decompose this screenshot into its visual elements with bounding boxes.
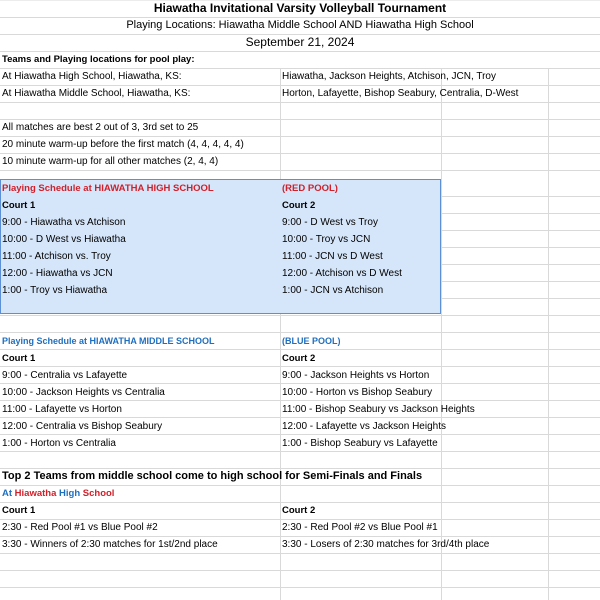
rule-line: 20 minute warm-up before the first match (4, 4, 4, 4, 4) (2, 139, 244, 150)
finals-court1-match: 2:30 - Red Pool #1 vs Blue Pool #2 (2, 522, 158, 533)
finals-school-word: High (59, 488, 81, 499)
red-pool-label: (RED POOL) (282, 183, 338, 194)
blue-court1-match: 1:00 - Horton vs Centralia (2, 438, 116, 449)
finals-court1-match: 3:30 - Winners of 2:30 matches for 1st/2nd place (2, 539, 218, 550)
blue-court1-match: 11:00 - Lafayette vs Horton (2, 404, 122, 415)
tournament-date: September 21, 2024 (245, 35, 355, 49)
finals-court2-header: Court 2 (282, 505, 316, 516)
hs-teams: Hiawatha, Jackson Heights, Atchison, JCN, Troy (282, 71, 496, 82)
blue-pool-heading: Playing Schedule at HIAWATHA MIDDLE SCHOOL (2, 336, 215, 346)
finals-court2-match: 3:30 - Losers of 2:30 matches for 3rd/4th place (282, 539, 490, 550)
red-court2-match: 11:00 - JCN vs D West (282, 251, 383, 262)
hs-location-label: At Hiawatha High School, Hiawatha, KS: (2, 71, 182, 82)
finals-location (2, 485, 114, 502)
finals-at: At (2, 488, 13, 499)
blue-court2-match: 12:00 - Lafayette vs Jackson Heights (282, 421, 446, 432)
red-court1-header: Court 1 (2, 200, 36, 211)
tournament-title: Hiawatha Invitational Varsity Volleyball Tournament (153, 1, 447, 15)
red-court1-match: 9:00 - Hiawatha vs Atchison (2, 217, 126, 228)
red-court1-match: 12:00 - Hiawatha vs JCN (2, 268, 113, 279)
finals-court1-header: Court 1 (2, 505, 36, 516)
red-court1-match: 11:00 - Atchison vs. Troy (2, 251, 111, 262)
blue-court1-match: 9:00 - Centralia vs Lafayette (2, 370, 128, 381)
finals-school-word: Hiawatha (14, 488, 57, 499)
finals-school-word: School (82, 488, 115, 499)
finals-court2-match: 2:30 - Red Pool #2 vs Blue Pool #1 (282, 522, 438, 533)
red-pool-heading: Playing Schedule at HIAWATHA HIGH SCHOOL (2, 183, 214, 194)
finals-heading: Top 2 Teams from middle school come to high school for Semi-Finals and Finals (2, 470, 423, 482)
blue-court2-header: Court 2 (282, 353, 316, 364)
red-court2-match: 1:00 - JCN vs Atchison (282, 285, 384, 296)
blue-court1-match: 12:00 - Centralia vs Bishop Seabury (2, 421, 163, 432)
blue-court2-match: 1:00 - Bishop Seabury vs Lafayette (282, 438, 438, 449)
blue-court1-match: 10:00 - Jackson Heights vs Centralia (2, 387, 165, 398)
red-court1-match: 1:00 - Troy vs Hiawatha (2, 285, 108, 296)
pool-locations-heading: Teams and Playing locations for pool play: (2, 54, 195, 65)
red-court2-header: Court 2 (282, 200, 316, 211)
blue-court2-match: 11:00 - Bishop Seabury vs Jackson Heights (282, 404, 475, 415)
rule-line: All matches are best 2 out of 3, 3rd set to 25 (2, 122, 199, 133)
blue-court2-match: 9:00 - Jackson Heights vs Horton (282, 370, 430, 381)
blue-pool-label: (BLUE POOL) (282, 336, 341, 346)
ms-location-label: At Hiawatha Middle School, Hiawatha, KS: (2, 88, 191, 99)
red-court1-match: 10:00 - D West vs Hiawatha (2, 234, 126, 245)
blue-court1-header: Court 1 (2, 353, 36, 364)
playing-locations: Playing Locations: Hiawatha Middle School AND Hiawatha High School (126, 19, 474, 31)
blue-court2-match: 10:00 - Horton vs Bishop Seabury (282, 387, 433, 398)
rule-line: 10 minute warm-up for all other matches (2, 4, 4) (2, 156, 219, 167)
red-court2-match: 12:00 - Atchison vs D West (282, 268, 402, 279)
ms-teams: Horton, Lafayette, Bishop Seabury, Centralia, D-West (282, 88, 519, 99)
red-court2-match: 9:00 - D West vs Troy (282, 217, 378, 228)
red-court2-match: 10:00 - Troy vs JCN (282, 234, 371, 245)
